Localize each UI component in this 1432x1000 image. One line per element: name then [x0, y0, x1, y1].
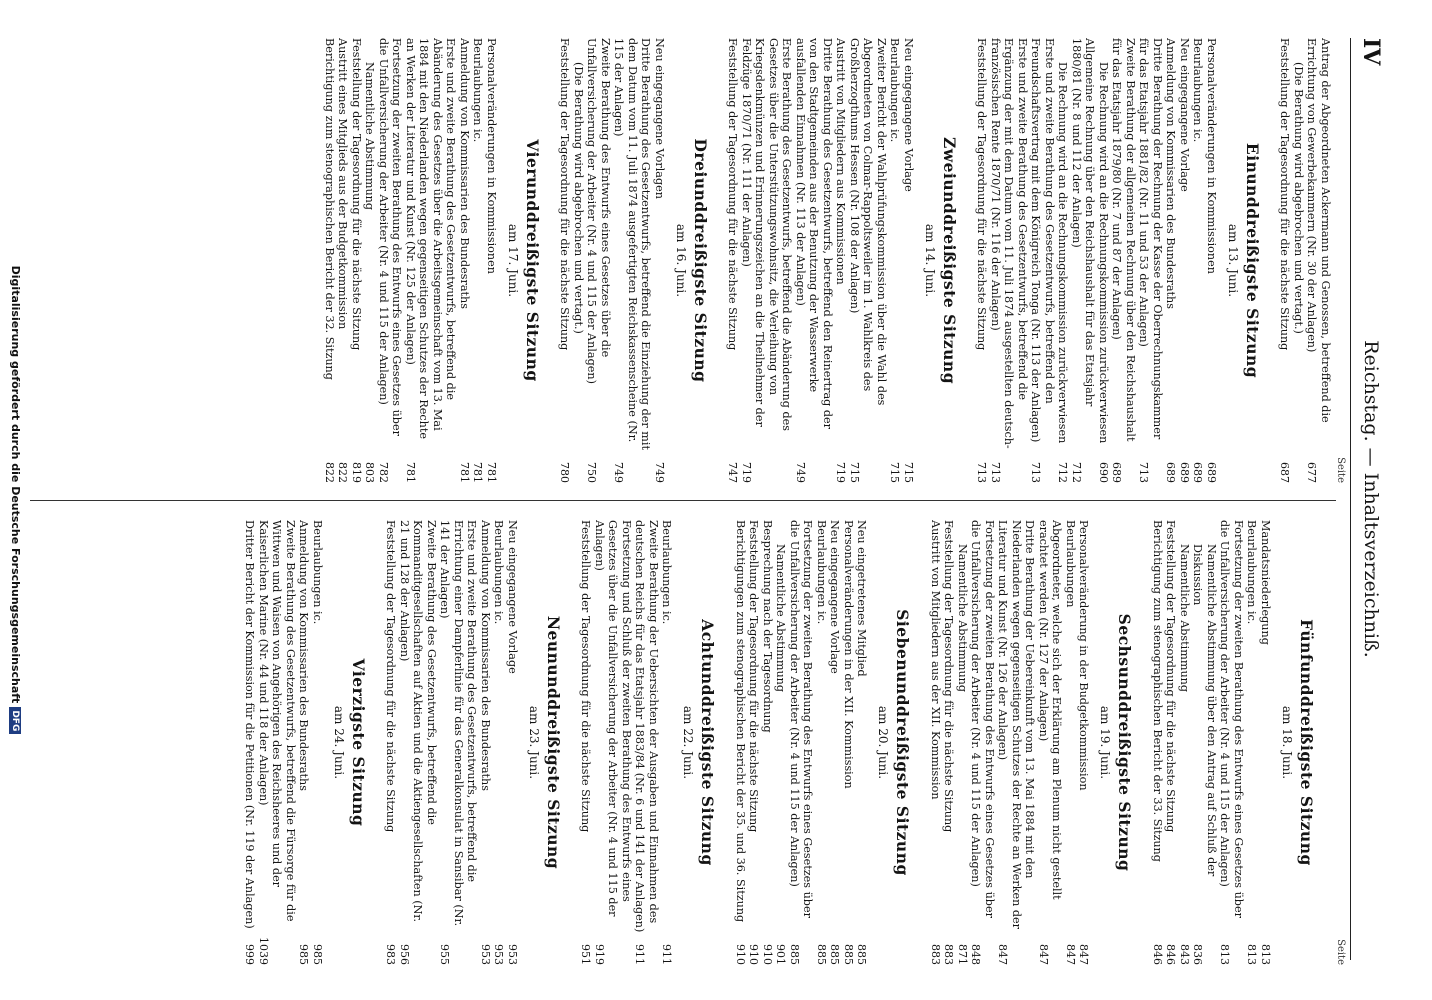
- entry-page-number: 687: [1278, 462, 1292, 483]
- entry-text: (Die Berathung wird abgebrochen und vertagt.): [572, 62, 585, 334]
- entry-text: Erste und zweite Berathung des Gesetzentwurfs, betreffend die Abänderung des Gesetzes über die Arbeitsgemeinschaft vom 13. Mai 1884 mit den Niederlanden wegen gegenseitigen Schutzes der Rechte an Werken der Literatur und Kunst (Nr. 125 der Anlagen): [404, 38, 458, 439]
- entry-page-number: 719: [740, 462, 753, 483]
- entry-page-number: 885: [788, 944, 801, 965]
- entry-page-number: 985: [311, 944, 324, 965]
- entry-page-number: 822: [323, 462, 336, 483]
- entry-text: Beurlaubungen ic.: [815, 520, 828, 625]
- toc-entry: [1191, 520, 1218, 965]
- entry-text: Berichtigungen zum stenographischen Bericht der 35. und 36. Sitzung: [734, 520, 747, 923]
- entry-text: Namentliche Abstimmung: [774, 544, 788, 693]
- toc-entry: [1259, 520, 1273, 965]
- entry-text: Neu eingegangene Vorlage: [828, 520, 842, 674]
- toc-entry: [942, 520, 956, 965]
- toc-entry: [902, 38, 916, 483]
- entry-page-number: 919: [593, 944, 606, 965]
- entry-page-number: 713: [989, 462, 1002, 483]
- entry-text: Anmeldung von Kommissarien des Bundesraths: [297, 520, 311, 791]
- entry-text: Antrag der Abgeordneten Ackermann und Genossen, betreffend die Errichtung von Gewerbekammern (Nr. 30 der Anlagen): [1305, 38, 1332, 423]
- entry-page-number: 1039: [257, 937, 270, 965]
- toc-entry: [479, 520, 493, 965]
- toc-entry: [1056, 38, 1070, 483]
- entry-page-number: 953: [479, 944, 492, 965]
- entry-page-number: 781: [404, 462, 417, 483]
- entry-text: Die Rechnung wird an die Rechnungskommission zurückverwiesen: [1056, 62, 1070, 444]
- entry-text: Dritter Bericht der Kommission für die Petitionen (Nr. 119 der Anlagen): [243, 520, 257, 929]
- entry-text: Allgemeine Rechnung über den Reichshaushalt für das Etatsjahr 1880/81 (Nr. 8 und 112 der Anlagen): [1070, 38, 1097, 407]
- toc-entry: [1037, 520, 1064, 965]
- toc-entry: [471, 38, 485, 483]
- entry-page-number: 983: [384, 944, 398, 965]
- entry-page-number: 847: [1064, 944, 1077, 965]
- entry-text: Dritte Berathung der Uebereinkunft vom 13. Mai 1884 mit den Niederlanden wegen gegenseitigen Schutzes der Rechte an Werken der Literatur und Kunst (Nr. 126 der Anlagen): [996, 520, 1037, 929]
- entry-text: Beurlaubungen ic.: [471, 38, 485, 143]
- entry-page-number: 781: [485, 462, 498, 483]
- entry-text: Fortsetzung und Schluß der zweiten Berathung des Entwurfs eines Gesetzes über die Unfallversicherung der Arbeiter (Nr. 4 und 115 der Anlagen): [593, 520, 633, 917]
- toc-entry: [1205, 38, 1219, 483]
- entry-text: Zweite Berathung des Entwurfs eines Gesetzes über die Unfallversicherung der Arbeiter (Nr. 4 und 115 der Anlagen): [585, 38, 612, 384]
- toc-entry: [485, 38, 499, 483]
- entry-text: Dritte Berathung des Gesetzentwurfs, betreffend den Reinertrag der von den Stadtgemeinden aus der Benutzung der Wasserwerke ausfallenden Einnahmen (Nr. 113 der Anlagen): [794, 38, 834, 430]
- session-date: am 13. Juni.: [1226, 223, 1240, 298]
- footer-text: Digitalisierung gefördert durch die Deutsche Forschungsgemeinschaft: [9, 265, 22, 704]
- right-column: [243, 520, 1346, 965]
- toc-entry: [1137, 38, 1164, 483]
- entry-page-number: 747: [726, 462, 740, 483]
- toc-entry: [1191, 38, 1205, 483]
- toc-entry: [458, 38, 472, 483]
- entry-text: Beurlaubungen: [1064, 520, 1077, 608]
- entry-page-number: 780: [558, 462, 572, 483]
- entry-page-number: 690: [1097, 462, 1110, 483]
- entry-page-number: 713: [1137, 462, 1151, 483]
- session-date: am 24. Juni.: [332, 705, 346, 780]
- toc-entry: [761, 520, 775, 965]
- session-date: am 14. Juni.: [923, 223, 937, 298]
- toc-entry: [1305, 38, 1332, 483]
- entry-page-number: 911: [660, 944, 674, 965]
- entry-text: Namentliche Abstimmung über den Antrag auf Schluß der Diskussion: [1191, 544, 1218, 877]
- toc-entry: [774, 520, 788, 965]
- entry-text: Beurlaubungen ic.: [1191, 38, 1205, 143]
- entry-page-number: 885: [815, 944, 828, 965]
- session-heading: Zweiunddreißigste Sitzung: [940, 136, 959, 385]
- entry-text: Personalveränderungen in Kommissionen: [1205, 38, 1218, 274]
- entry-page-number: 956: [398, 944, 411, 965]
- toc-entry: [1218, 520, 1245, 965]
- seite-label: Seite: [1335, 457, 1346, 483]
- entry-text: Berichtigung zum stenographischen Bericht der 33. Sitzung: [1151, 520, 1164, 862]
- entry-page-number: 883: [942, 944, 956, 965]
- entry-text: Zweite Berathung der Uebersichten der Ausgaben und Einnahmen des deutschen Reichs für das Etatsjahr 1883/84 (Nr. 6 und 141 der Anlagen): [633, 520, 660, 933]
- session-heading: Siebenunddreißigste Sitzung: [893, 609, 913, 876]
- entry-text: Neu eingegangene Vorlage: [902, 38, 915, 192]
- entry-page-number: 749: [653, 462, 666, 483]
- entry-page-number: 689: [1178, 462, 1191, 483]
- toc-entry: [1292, 38, 1306, 483]
- entry-text: Abgeordneter, welche sich der Erklärung am Plenum nicht gestellt erachtet werden (Nr. 127 der Anlagen): [1037, 520, 1064, 900]
- entry-page-number: 885: [828, 944, 842, 965]
- entry-text: Feststellung der Tagesordnung für die nächste Sitzung: [747, 520, 761, 833]
- toc-entry: [726, 38, 740, 483]
- toc-entry: [1278, 38, 1292, 483]
- toc-entry: [1178, 38, 1192, 483]
- session-date: am 22. Juni.: [681, 705, 696, 780]
- entry-text: Erste und zweite Berathung des Gesetzentwurfs, betreffend die Ergänzung der mit dem Datum vom 11. Juli 1874 ausgestellten deutsch-französischen Rente 1870/71 (Nr. 116 der Anlagen): [989, 38, 1029, 449]
- toc-entry: [842, 520, 856, 965]
- toc-entry: [612, 38, 653, 483]
- toc-entry: [1164, 38, 1178, 483]
- entry-page-number: 847: [1077, 944, 1091, 965]
- entry-page-number: 813: [1259, 944, 1272, 965]
- entry-page-number: 847: [996, 944, 1010, 965]
- entry-text: Fortsetzung der zweiten Berathung des Entwurfs eines Gesetzes über die Unfallversicherung der Arbeiter (Nr. 4 und 115 der Anlagen): [969, 520, 996, 918]
- toc-entry: [888, 38, 902, 483]
- entry-text: Besprechung nach der Tagesordnung: [761, 520, 774, 733]
- entry-page-number: 713: [1029, 462, 1043, 483]
- entry-text: Fortsetzung der zweiten Berathung des Entwurfs eines Gesetzes über die Unfallversicherung der Arbeiter (Nr. 4 und 115 der Anlagen): [377, 38, 404, 436]
- entry-text: (Die Berathung wird abgebrochen und vertagt.): [1292, 62, 1305, 334]
- toc-entry: [558, 38, 572, 483]
- entry-page-number: 677: [1305, 462, 1319, 483]
- entry-page-number: 689: [1205, 462, 1218, 483]
- entry-text: Personalveränderung in der Budgetkommission: [1077, 520, 1091, 791]
- entry-page-number: 911: [633, 944, 647, 965]
- toc-entry: [404, 38, 458, 483]
- entry-page-number: 953: [492, 944, 506, 965]
- toc-entry: [633, 520, 660, 965]
- entry-text: Feststellung der Tagesordnung für die nächste Sitzung: [558, 38, 572, 351]
- session-heading: Neununddreißigste Sitzung: [544, 615, 563, 870]
- toc-entry: [855, 520, 869, 965]
- toc-entry: [1164, 520, 1178, 965]
- entry-text: Feststellung der Tagesordnung für die nächste Sitzung: [975, 38, 989, 351]
- entry-page-number: 715: [902, 462, 915, 483]
- session-heading: Fünfunddreißigste Sitzung: [1297, 619, 1316, 866]
- entry-page-number: 955: [438, 944, 452, 965]
- entry-text: Neu eingegangene Vorlagen: [653, 38, 666, 199]
- session-heading: Achtunddreißigste Sitzung: [698, 619, 718, 866]
- entry-page-number: 953: [506, 944, 519, 965]
- toc-entry: [848, 38, 889, 483]
- entry-text: Feststellung der Tagesordnung für die nächste Sitzung: [726, 38, 740, 351]
- entry-text: Zweite Berathung des Gesetzentwurfs, betreffend die Kommanditgesellschaften auf Aktien und die Aktiengesellschaften (Nr. 21 und 128 der Anlagen): [398, 520, 438, 923]
- toc-entry: [438, 520, 479, 965]
- session-heading: Sechsunddreißigste Sitzung: [1115, 613, 1135, 872]
- toc-entry: [969, 520, 996, 965]
- toc-entry: [398, 520, 439, 965]
- entry-text: Personalveränderungen in Kommissionen: [485, 38, 498, 274]
- entry-text: Feststellung der Tagesordnung für die nächste Sitzung: [1278, 38, 1292, 351]
- toc-entry: [1077, 520, 1091, 965]
- toc-entry: [1245, 520, 1259, 965]
- toc-entry: [336, 38, 350, 483]
- entry-page-number: 910: [761, 944, 774, 965]
- entry-text: Feststellung der Tagesordnung für die nächste Sitzung: [579, 520, 593, 833]
- entry-page-number: 712: [1056, 462, 1070, 483]
- entry-text: Neu eingegangene Vorlage: [1178, 38, 1191, 192]
- entry-page-number: 901: [774, 944, 788, 965]
- entry-text: Dritte Berathung der Rechnung der Kasse der Oberrechnungskammer für das Etatsjahr 1881/82 (Nr. 11 und 53 der Anlagen): [1137, 38, 1164, 440]
- entry-text: Feststellung der Tagesordnung für die nächste Sitzung: [1164, 520, 1178, 833]
- entry-page-number: 848: [969, 944, 983, 965]
- entry-page-number: 843: [1178, 944, 1191, 965]
- entry-page-number: 883: [929, 944, 942, 965]
- toc-entry: [929, 520, 943, 965]
- toc-entry: [1097, 38, 1111, 483]
- entry-page-number: 836: [1191, 944, 1205, 965]
- toc-entry: [1070, 38, 1097, 483]
- toc-entry: [828, 520, 842, 965]
- entry-text: Beurlaubungen ic.: [888, 38, 902, 143]
- toc-entry: [350, 38, 364, 483]
- entry-page-number: 885: [855, 944, 869, 965]
- entry-page-number: 749: [794, 462, 807, 483]
- toc-entry: [1064, 520, 1078, 965]
- entry-text: Anmeldung von Kommissarien des Bundesraths: [458, 38, 471, 309]
- toc-entry: [492, 520, 506, 965]
- entry-page-number: 813: [1245, 944, 1259, 965]
- entry-text: Anmeldung von Kommissarien des Bundesraths: [479, 520, 492, 791]
- entry-page-number: 715: [888, 462, 902, 483]
- entry-text: Erste Berathung des Gesetzentwurfs, betreffend die Abänderung des Gesetzes über die Unterstützungswohnsitz, die Verleihung von Kriegsdenkmünzen und Erinnerungszeichen an die Theilnehmer der Feldzüge 1870/71 (Nr. 111 der Anlagen): [740, 38, 794, 432]
- entry-page-number: 781: [471, 462, 485, 483]
- session-heading: Vierzigste Sitzung: [349, 658, 368, 827]
- entry-page-number: 871: [956, 944, 969, 965]
- entry-page-number: 712: [1070, 462, 1083, 483]
- toc-entry: [363, 38, 377, 483]
- entry-text: Mandatsniederlegung: [1259, 520, 1272, 645]
- entry-page-number: 715: [848, 462, 861, 483]
- entry-text: Erste und zweite Berathung des Gesetzentwurfs, betreffend die Errichtung einer Dampferlinie für das Generalkonsulat in Sansibar (Nr. 141 der Anlagen): [438, 520, 479, 927]
- entry-page-number: 819: [350, 462, 363, 483]
- toc-entry: [734, 520, 748, 965]
- entry-page-number: 689: [1191, 462, 1205, 483]
- entry-text: Namentliche Abstimmung: [363, 62, 377, 211]
- session-heading: Dreiunddreißigste Sitzung: [691, 138, 710, 383]
- entry-text: Austritt von Mitgliedern aus Kommissionen: [834, 38, 848, 285]
- toc-entry: [506, 520, 520, 965]
- toc-entry: [593, 520, 634, 965]
- entry-text: Anmeldung von Kommissarien des Bundesraths: [1164, 38, 1178, 309]
- session-heading: Vierunddreißigste Sitzung: [523, 139, 542, 382]
- toc-entry: [257, 520, 298, 965]
- entry-page-number: 846: [1164, 944, 1178, 965]
- footer-note: [4, 0, 22, 1000]
- session-date: am 20. Juni.: [876, 705, 891, 780]
- entry-text: Fortsetzung der zweiten Berathung des Entwurfs eines Gesetzes über die Unfallversicherung der Arbeiter (Nr. 4 und 115 der Anlagen): [1218, 520, 1245, 918]
- page-header: [1356, 38, 1386, 960]
- toc-entry: [956, 520, 970, 965]
- entry-page-number: 910: [747, 944, 761, 965]
- toc-entry: [572, 38, 586, 483]
- entry-text: Feststellung der Tagesordnung für die nächste Sitzung: [350, 38, 363, 351]
- session-heading: Einunddreißigste Sitzung: [1243, 142, 1262, 379]
- entry-page-number: 781: [458, 462, 471, 483]
- page-number: IV: [1358, 38, 1384, 66]
- entry-text: Beurlaubungen ic.: [311, 520, 324, 625]
- entry-text: Beurlaubungen ic.: [492, 520, 506, 625]
- toc-entry: [579, 520, 593, 965]
- header-rule: [1350, 38, 1351, 960]
- entry-text: Feststellung der Tagesordnung für die nächste Sitzung: [384, 520, 398, 833]
- entry-page-number: 803: [363, 462, 377, 483]
- toc-entry: [243, 520, 257, 965]
- toc-entry: [311, 520, 325, 965]
- entry-page-number: 846: [1151, 944, 1164, 965]
- entry-text: Zweite Berathung des Gesetzentwurfs, betreffend die Fürsorge für die Wittwen und Waisen von Angehörigen des Reichsheeres und der Kaiserlichen Marine (Nr. 44 und 118 der Anlagen): [257, 520, 297, 922]
- entry-text: Namentliche Abstimmung: [956, 544, 969, 693]
- entry-page-number: 822: [336, 462, 350, 483]
- toc-entry: [794, 38, 835, 483]
- entry-text: Austritt von Mitgliedern aus der XII. Kommission: [929, 520, 942, 800]
- toc-entry: [1029, 38, 1056, 483]
- toc-entry: [788, 520, 815, 965]
- toc-entry: [1151, 520, 1165, 965]
- entry-page-number: 689: [1164, 462, 1178, 483]
- seite-label: Seite: [1335, 939, 1346, 965]
- entry-page-number: 689: [1110, 462, 1124, 483]
- entry-text: Feststellung der Tagesordnung für die nächste Sitzung: [942, 520, 956, 833]
- entry-text: Personalveränderungen in der XII. Kommission: [842, 520, 855, 789]
- entry-page-number: 813: [1218, 944, 1232, 965]
- entry-text: Neu eingetretenes Mitglied: [855, 520, 869, 677]
- toc-entry: [585, 38, 612, 483]
- toc-entry: [740, 38, 794, 483]
- entry-text: Austritt eines Mitglieds aus der Budgetkommission: [336, 38, 350, 330]
- column-divider: [30, 500, 1336, 501]
- toc-entry: [1110, 38, 1137, 483]
- toc-entry: [747, 520, 761, 965]
- entry-page-number: 910: [734, 944, 747, 965]
- entry-page-number: 749: [612, 462, 626, 483]
- entry-text: Beurlaubungen ic.: [660, 520, 674, 625]
- toc-entry: [377, 38, 404, 483]
- entry-page-number: 951: [579, 944, 593, 965]
- entry-text: Zweite Berathung der allgemeinen Rechnung über den Reichshaushalt für das Etatsjahr 1879/80 (Nr. 7 und 87 der Anlagen): [1110, 38, 1137, 442]
- toc-entry: [1178, 520, 1192, 965]
- page-title: Reichstag. — Inhaltsverzeichniß.: [1360, 340, 1382, 658]
- entry-text: Erste und zweite Berathung des Gesetzentwurfs, betreffend den Freundschaftsvertrag mit dem Königreich Tonga (Nr. 113 der Anlagen): [1029, 38, 1056, 443]
- toc-entry: [660, 520, 674, 965]
- toc-entry: [989, 38, 1030, 483]
- entry-page-number: 719: [834, 462, 848, 483]
- entry-page-number: 885: [842, 944, 855, 965]
- entry-text: Neu eingegangene Vorlage: [506, 520, 519, 674]
- entry-text: Die Rechnung wird an die Rechnungskommission zurückverwiesen: [1097, 62, 1110, 444]
- entry-page-number: 713: [975, 462, 989, 483]
- entry-page-number: 999: [243, 944, 257, 965]
- session-date: am 23. Juni.: [527, 705, 541, 780]
- entry-page-number: 847: [1037, 944, 1050, 965]
- session-date: am 17. Juni.: [506, 223, 520, 298]
- toc-entry: [996, 520, 1037, 965]
- toc-entry: [384, 520, 398, 965]
- toc-entry: [975, 38, 989, 483]
- session-date: am 19. Juni.: [1098, 705, 1113, 780]
- toc-entry: [297, 520, 311, 965]
- entry-page-number: 750: [585, 462, 599, 483]
- entry-text: Berichtigung zum stenographischen Bericht der 32. Sitzung: [323, 38, 336, 380]
- toc-entry: [653, 38, 667, 483]
- toc-entry: [323, 38, 337, 483]
- left-column: [323, 38, 1347, 483]
- entry-text: Dritte Berathung des Gesetzentwurfs, betreffend die Einziehung der mit dem Datum vom 11. Juli 1874 ausgefertigten Reichskassenscheine (Nr. 115 der Anlagen): [612, 38, 653, 450]
- dfg-logo: DFG: [9, 707, 21, 734]
- session-date: am 16. Juni.: [674, 223, 688, 298]
- entry-page-number: 985: [297, 944, 311, 965]
- entry-page-number: 782: [377, 462, 390, 483]
- session-date: am 18. Juni.: [1280, 705, 1294, 780]
- entry-text: Fortsetzung der zweiten Berathung des Entwurfs eines Gesetzes über die Unfallversicherung der Arbeiter (Nr. 4 und 115 der Anlagen): [788, 520, 815, 918]
- entry-text: Zweiter Bericht der Wahlprüfungskommission über die Wahl des Abgeordneten von Colmar-Rappoltsweiler im 1. Wahlkreis des Großherzogthums Hessen (Nr. 108 der Anlagen): [848, 38, 888, 406]
- entry-text: Namentliche Abstimmung: [1178, 544, 1191, 693]
- entry-text: Beurlaubungen ic.: [1245, 520, 1259, 625]
- toc-entry: [834, 38, 848, 483]
- toc-entry: [815, 520, 829, 965]
